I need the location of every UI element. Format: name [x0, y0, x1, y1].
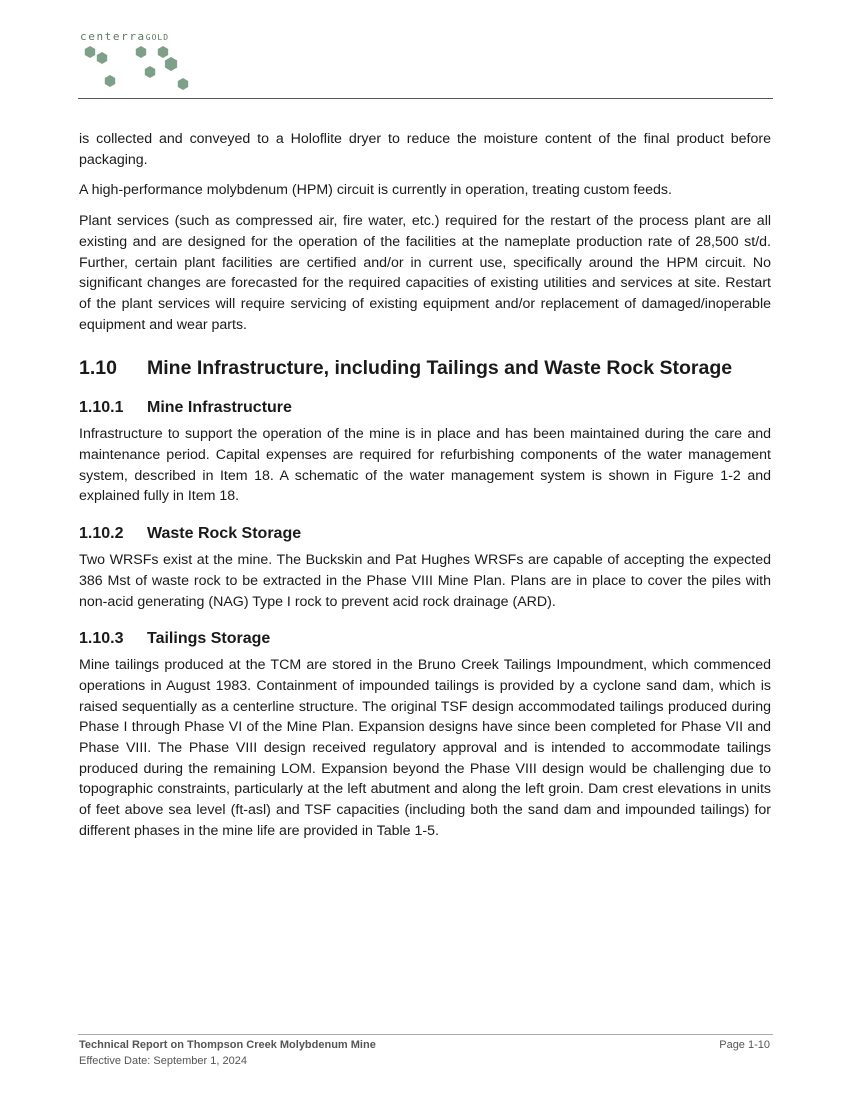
hexagon-shape — [165, 57, 177, 71]
footer-report-title: Technical Report on Thompson Creek Molybdenum Mine — [79, 1039, 376, 1051]
hexagon-cluster-icon — [80, 44, 200, 96]
main-content — [79, 129, 771, 852]
hexagon-shape — [145, 66, 155, 78]
paragraph-mine-infrastructure: Infrastructure to support the operation of the mine is in place and has been maintained during the care and maintenance period. Capital expenses are required for refurbishing components of the water management system, described in Item 18. A schematic of the water management system is shown in Figure 1-2 and explained fully in Item 18. — [79, 426, 771, 505]
hexagon-shape — [85, 46, 95, 58]
footer-page-number: Page 1-10 — [719, 1039, 770, 1051]
subsection-title: Tailings Storage — [147, 629, 271, 647]
subsection-heading-tailings — [79, 622, 771, 655]
paragraph-tailings: Mine tailings produced at the TCM are stored in the Bruno Creek Tailings Impoundment, which commenced operations in August 1983. Containment of impounded tailings is provided by a cyclone sand dam, which is raised sequentially as a centerline structure. The original TSF design accommodated tailings produced during Phase I through Phase VI of the Mine Plan. Expansion designs have since been completed for Phase VII and Phase VIII. The Phase VIII design received regulatory approval and is intended to accommodate tailings produced during the remaining LOM. Expansion beyond the Phase VIII design would be challenging due to topographic constraints, particularly at the left abutment and along the left groin. Dam crest elevations in units of feet above sea level (ft-asl) and TSF capacities (including both the sand dam and impounded tailings) for different phases in the mine life are provided in Table 1-5. — [79, 657, 771, 839]
subsection-heading-waste-rock — [79, 517, 771, 550]
logo-text-gold: GOLD — [145, 33, 170, 42]
company-logo — [80, 30, 200, 96]
subsection-number: 1.10.1 — [79, 398, 124, 416]
paragraph-waste-rock: Two WRSFs exist at the mine. The Buckskin and Pat Hughes WRSFs are capable of accepting the expected 386 Mst of waste rock to be extracted in the Phase VIII Mine Plan. Plans are in place to cover the piles with non-acid generating (NAG) Type I rock to prevent acid rock drainage (ARD). — [79, 552, 771, 610]
section-heading — [79, 349, 771, 387]
subsection-number: 1.10.2 — [79, 524, 124, 542]
paragraph-plant-services: Plant services (such as compressed air, fire water, etc.) required for the restart of the process plant are all existing and are designed for the operation of the facilities at the nameplate production rate of 28,500 st/d. Further, certain plant facilities are certified and/or in current use, specifically around the HPM circuit. No significant changes are forecasted for the required capacities of existing utilities and services at site. Restart of the plant services will require servicing of existing equipment and/or replacement of damaged/inoperable equipment and wear parts. — [79, 213, 771, 333]
section-number: 1.10 — [79, 356, 117, 379]
logo-text-main: centerra — [80, 30, 146, 43]
subsection-title: Mine Infrastructure — [147, 398, 292, 416]
hexagon-shape — [105, 75, 115, 87]
header-divider — [78, 98, 773, 99]
hexagon-shape — [158, 46, 168, 58]
subsection-title: Waste Rock Storage — [147, 524, 302, 542]
hexagon-shape — [97, 52, 107, 64]
section-title: Mine Infrastructure, including Tailings and Waste Rock Storage — [147, 356, 733, 379]
subsection-number: 1.10.3 — [79, 629, 124, 647]
subsection-heading-mine-infrastructure — [79, 391, 771, 424]
paragraph-hpm-circuit: A high-performance molybdenum (HPM) circuit is currently in operation, treating custom feeds. — [79, 182, 672, 199]
footer-effective-date: Effective Date: September 1, 2024 — [79, 1055, 247, 1067]
paragraph-dryer: is collected and conveyed to a Holoflite dryer to reduce the moisture content of the final product before packaging. — [79, 131, 771, 168]
footer-divider — [78, 1034, 773, 1035]
hexagon-shape — [178, 78, 188, 90]
hexagon-shape — [136, 46, 146, 58]
